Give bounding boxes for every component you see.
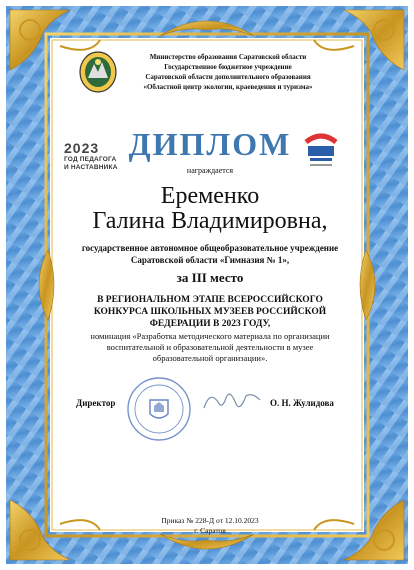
school-museums-logo	[300, 128, 342, 172]
institution: государственное автономное общеобразовательное учреждение Саратовской области «Гимназия № 1»,	[81, 243, 339, 265]
year-logo-line-1: ГОД ПЕДАГОГА	[64, 156, 117, 163]
issuer-line-2: Государственное бюджетное учреждение	[164, 63, 292, 71]
recipient-surname: Еременко	[160, 183, 260, 209]
issuer-header	[112, 52, 344, 92]
year-logo-year: 2023	[64, 140, 100, 156]
awarded-label: награждается	[186, 166, 234, 175]
event-description: В РЕГИОНАЛЬНОМ ЭТАПЕ ВСЕРОССИЙСКОГО КОНКУРСА ШКОЛЬНЫХ МУЗЕЕВ РОССИЙСКОЙ ФЕДЕРАЦИИ В 2023 ГОДУ,	[93, 295, 327, 329]
order-info	[100, 516, 320, 536]
year-of-teacher-logo	[64, 140, 118, 172]
issuer-line-3: Саратовской области дополнительного образования	[145, 73, 311, 81]
signature	[200, 386, 266, 416]
year-logo-line-2: И НАСТАВНИКА	[64, 164, 118, 171]
signer-name: О. Н. Жулидова	[270, 398, 334, 408]
recipient-name: Галина Владимировна,	[92, 208, 328, 234]
order-number: Приказ № 228-Д от 12.10.2023	[161, 516, 259, 525]
place-award: за III место	[176, 270, 244, 285]
issuer-line-4: «Областной центр экологии, краеведения и туризма»	[143, 83, 313, 91]
diploma-title: ДИПЛОМ	[128, 126, 292, 162]
nomination-text: номинация «Разработка методического материала по организации воспитательной и образовательной деятельности в музее образовательной организации».	[90, 331, 330, 363]
city: г. Саратов	[194, 526, 226, 535]
issuer-line-1: Министерство образования Саратовской области	[149, 53, 307, 61]
official-stamp	[126, 376, 192, 442]
director-label: Директор	[76, 398, 116, 408]
